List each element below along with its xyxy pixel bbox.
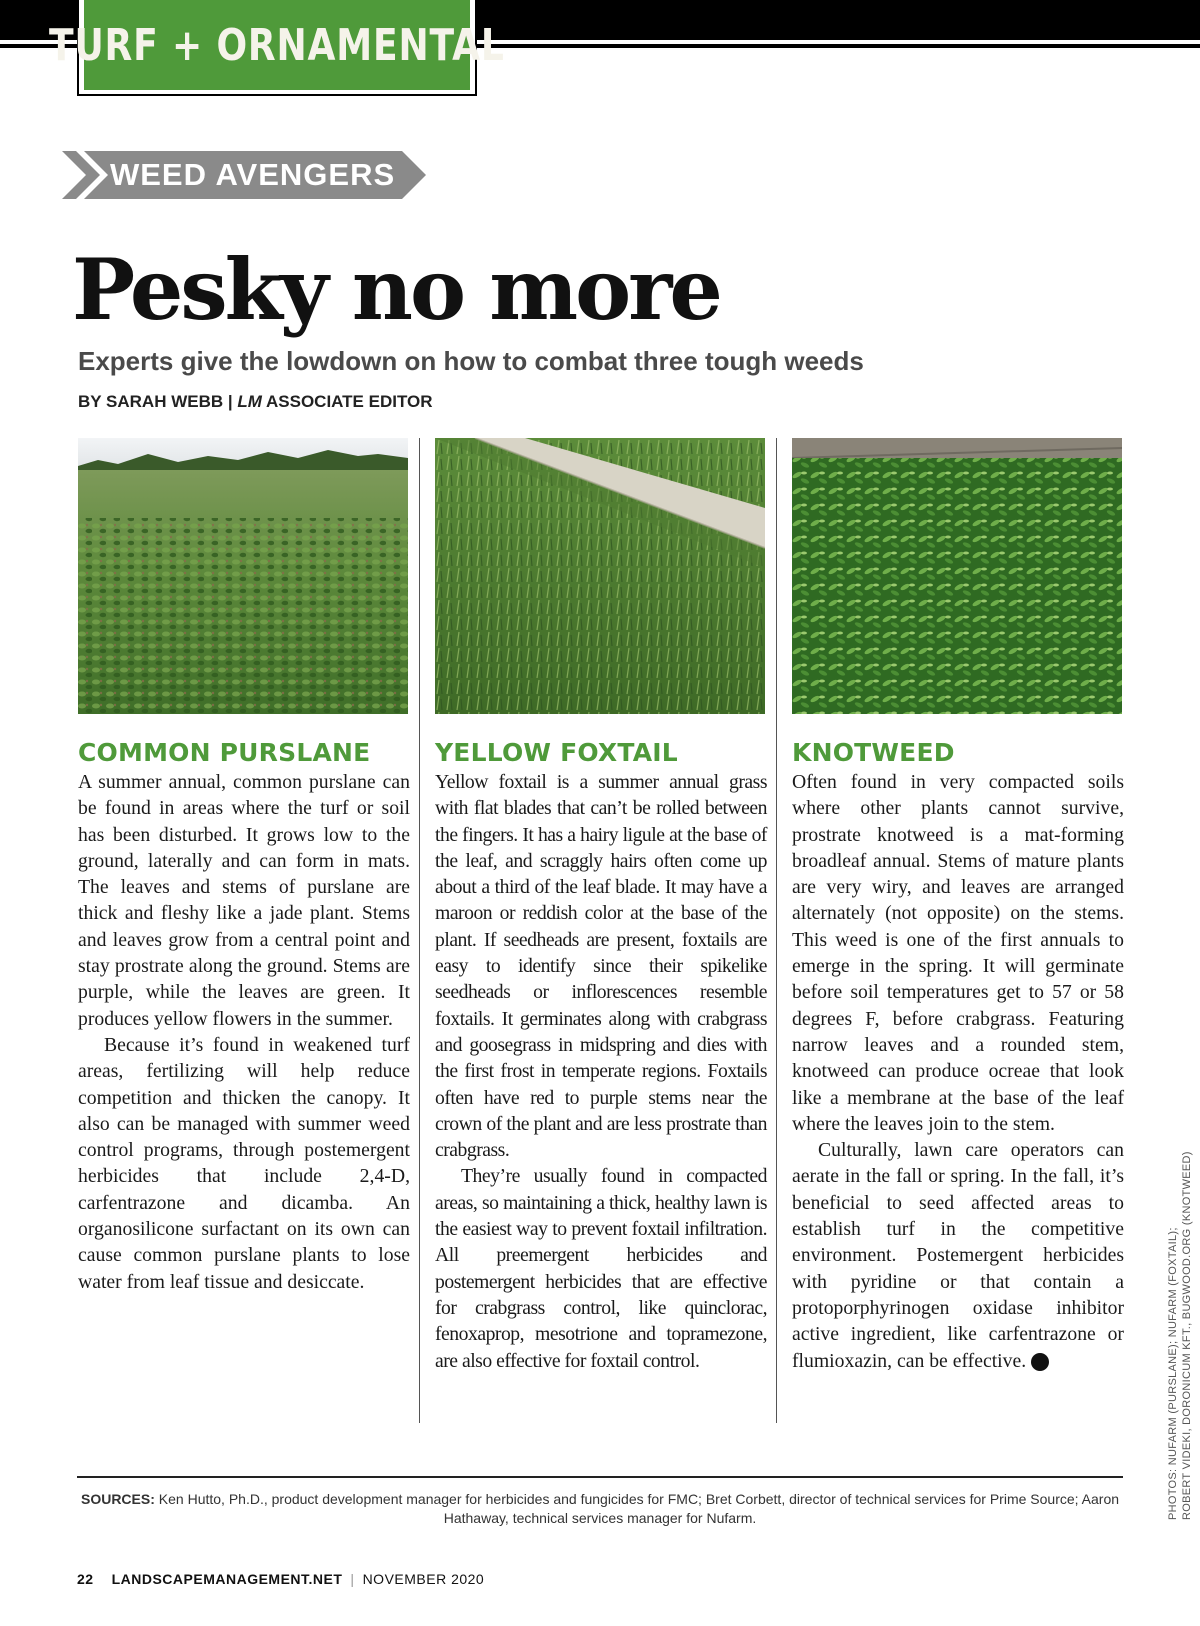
- header-rule-right: [470, 44, 1200, 48]
- byline: [78, 392, 433, 412]
- photo-credit: [1166, 1151, 1194, 1520]
- sources-text: Ken Hutto, Ph.D., product development manager for herbicides and fungicides for FMC; Bret Corbett, director of technical services for Prime Source; Aaron Hathaway, technical services manager for Nufarm.: [154, 1491, 1120, 1526]
- footer-date: NOVEMBER 2020: [362, 1571, 485, 1587]
- sources-label: SOURCES:: [80, 1491, 155, 1507]
- footer-separator: |: [350, 1571, 355, 1587]
- body-paragraph: Yellow foxtail is a summer annual grass with flat blades that can’t be rolled between the fingers. It has a hairy ligule at the base of the leaf, and scraggly hairs often come up about a third of the leaf blade. It may have a maroon or reddish color at the base of the plant. If seedheads are present, foxtails are easy to identify since their spikelike seedheads or inflorescences resemble foxtails. It germinates along with crabgrass and goosegrass in midspring and dies with the first frost in temperate regions. Foxtails often have red to purple stems near the crown of the plant and are less prostrate than crabgrass.: [435, 771, 767, 1162]
- weed-title: YELLOW FOXTAIL: [435, 738, 678, 767]
- footer-site: LANDSCAPEMANAGEMENT.NET: [111, 1571, 343, 1587]
- body-paragraph: A summer annual, common purslane can be found in areas where the turf or soil has been disturbed. It grows low to the ground, laterally and can form in mats. The leaves and stems of purslane are thick and fleshy like a jade plant. Stems and leaves grow from a central point and stay prostrate along the ground. Stems are purple, while the leaves are green. It produces yellow flowers in the summer.: [78, 771, 410, 1030]
- kicker-label: WEED AVENGERS: [110, 157, 396, 192]
- column-rule: [419, 438, 420, 1423]
- photo-knotweed: [792, 438, 1122, 714]
- photo-purslane: [78, 438, 408, 714]
- kicker-banner: [62, 151, 432, 199]
- section-tag: [49, 0, 505, 90]
- photo-credit-line: ROBERT VIDEKI, DORONICUM KFT., BUGWOOD.ORG (KNOTWEED): [1181, 1151, 1193, 1520]
- body-paragraph: Because it’s found in weakened turf areas, fertilizing will help reduce competition and thicken the canopy. It also can be managed with summer weed control programs, through postemergent herbicides that include 2,4-D, carfentrazone and dicamba. An organosilicone surfactant on its own can cause common purslane plants to lose water from leaf tissue and desiccate.: [78, 1033, 410, 1293]
- sources-rule: [77, 1476, 1123, 1478]
- end-mark-icon: LM: [1031, 1353, 1049, 1371]
- article-column-knotweed: [792, 738, 1124, 1374]
- headline: Pesky no more: [72, 240, 720, 339]
- article-column-foxtail: [435, 738, 767, 1374]
- section-tag-label: TURF + ORNAMENTAL: [49, 19, 505, 71]
- photo-credit-line: PHOTOS: NUFARM (PURSLANE); NUFARM (FOXTAIL);: [1167, 1227, 1179, 1520]
- column-rule: [776, 438, 777, 1423]
- body-paragraph: They’re usually found in compacted areas, so maintaining a thick, healthy lawn is the easiest way to prevent foxtail infiltration. All preemergent herbicides and postemergent herbicides that are effective for crabgrass control, like quinclorac, fenoxaprop, mesotrione and topramezone, are also effective for foxtail control.: [435, 1165, 767, 1372]
- article-column-purslane: [78, 738, 410, 1295]
- byline-prefix: BY SARAH WEBB |: [78, 392, 238, 411]
- page-number: 22: [77, 1571, 94, 1587]
- sources-note: [77, 1490, 1123, 1528]
- byline-pub: LM: [237, 392, 262, 411]
- photo-foxtail: [435, 438, 765, 714]
- dek: Experts give the lowdown on how to combat three tough weeds: [78, 346, 864, 376]
- weed-title: KNOTWEED: [792, 738, 955, 767]
- byline-suffix: ASSOCIATE EDITOR: [261, 392, 433, 411]
- page-footer: [77, 1571, 484, 1587]
- body-paragraph-last: [792, 1137, 1124, 1374]
- body-paragraph-text: Culturally, lawn care operators can aerate in the fall or spring. In the fall, it’s beneficial to seed affected areas to establish turf in the competitive environment. Postemergent herbicides with pyridine or that contain a protoporphyrinogen oxidase inhibitor active ingredient, like carfentrazone or flumioxazin, can be effective.: [792, 1139, 1124, 1372]
- body-paragraph: Often found in very compacted soils where other plants cannot survive, prostrate knotweed is a mat-forming broadleaf annual. Stems of mature plants are very wiry, and leaves are arranged alternately (not opposite) on the stems. This weed is one of the first annuals to emerge in the spring. It will germinate before soil temperatures get to 57 or 58 degrees F, before crabgrass. Featuring narrow leaves and a rounded stem, knotweed can produce ocreae that look like a membrane at the base of the leaf where the leaves join to the stem.: [792, 771, 1124, 1135]
- weed-title: COMMON PURSLANE: [78, 738, 371, 767]
